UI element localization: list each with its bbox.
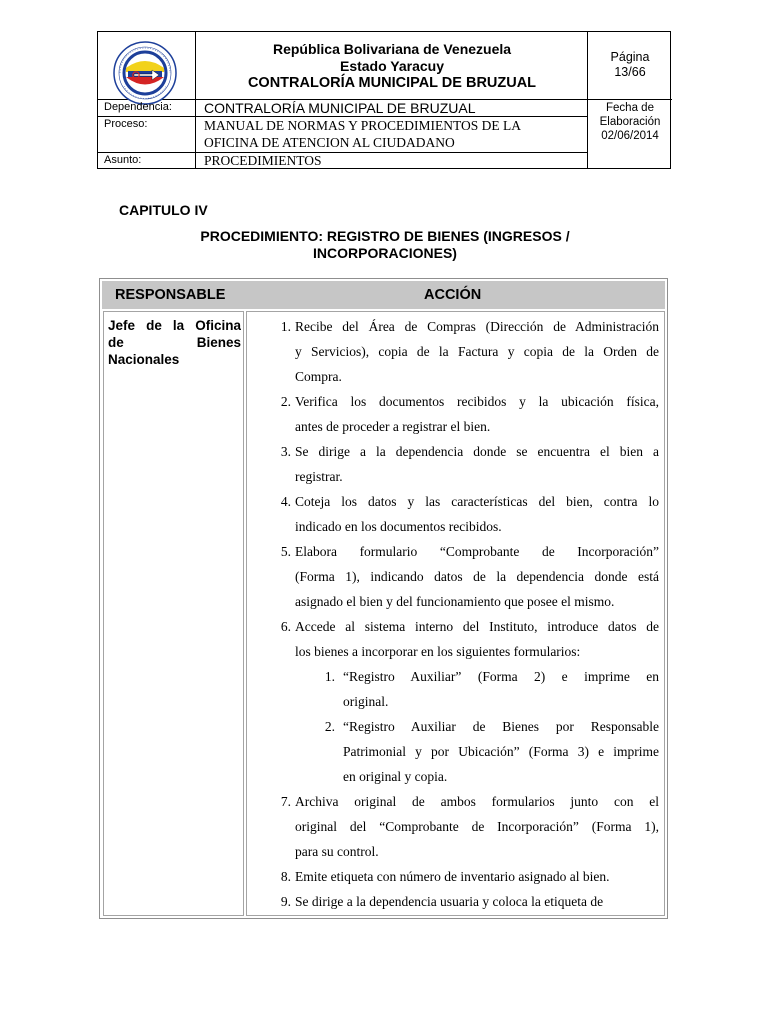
responsable-cell [103, 311, 244, 916]
action-text [295, 789, 659, 864]
header-divider [98, 152, 587, 153]
action-text [343, 664, 659, 714]
column-header-accion: ACCIÓN [424, 287, 482, 303]
action-text-line: Patrimonial y por Ubicación” (Forma 3) e imprime [343, 744, 659, 759]
action-number: 8. [280, 869, 291, 884]
action-text-line: en original y copia. [343, 769, 448, 784]
action-text [295, 439, 659, 489]
action-text [295, 864, 659, 889]
action-text-line: (Forma 1), indicando datos de la dependencia donde está [295, 569, 659, 584]
action-text-line: registrar. [295, 469, 343, 484]
action-text-line: indicado en los documentos recibidos. [295, 519, 502, 534]
action-number: 1. [324, 669, 335, 684]
action-text-line: “Registro Auxiliar de Bienes por Responsable [343, 719, 659, 734]
proceso-value-line1: MANUAL DE NORMAS Y PROCEDIMIENTOS DE LA [204, 118, 522, 133]
action-text-line: Se dirige a la dependencia usuaria y coloca la etiqueta de [295, 894, 604, 909]
action-number: 6. [280, 619, 291, 634]
action-text-line: Se dirige a la dependencia donde se encuentra el bien a [295, 444, 659, 459]
action-text-line: antes de proceder a registrar el bien. [295, 419, 491, 434]
fecha-label-line2: Elaboración [599, 116, 661, 128]
action-number: 3. [280, 444, 291, 459]
action-text [295, 314, 659, 389]
action-text-line: Compra. [295, 369, 342, 384]
document-header [97, 31, 671, 169]
responsable-line: Jefe de la Oficina [108, 318, 241, 333]
column-header-responsable: RESPONSABLE [115, 287, 226, 303]
action-number: 2. [280, 394, 291, 409]
action-text-line: y Servicios), copia de la Factura y copia de la Orden de [295, 344, 659, 359]
table-header-row [102, 281, 665, 309]
action-number: 4. [280, 494, 291, 509]
action-text-line: para su control. [295, 844, 379, 859]
procedure-title-line2: INCORPORACIONES) [313, 245, 457, 261]
asunto-label: Asunto: [104, 154, 142, 166]
responsable-line: de Bienes [108, 335, 241, 350]
action-text-line: los bienes a incorporar en los siguientes formularios: [295, 644, 581, 659]
action-text-line: original. [343, 694, 389, 709]
action-text-line: Accede al sistema interno del Instituto, introduce datos de [295, 619, 659, 634]
action-number: 9. [280, 894, 291, 909]
action-number: 7. [280, 794, 291, 809]
action-text-line: Coteja los datos y las características del bien, contra lo [295, 494, 659, 509]
action-text [295, 489, 659, 539]
action-text [295, 389, 659, 439]
action-number: 2. [324, 719, 335, 734]
responsable-line: Nacionales [108, 352, 180, 367]
action-text [295, 614, 659, 664]
header-divider [587, 99, 672, 100]
fecha-label-line1: Fecha de [606, 102, 654, 114]
org-title-line2: Estado Yaracuy [339, 58, 445, 74]
action-text-line: “Registro Auxiliar” (Forma 2) e imprime en [343, 669, 659, 684]
proceso-value-line2: OFICINA DE ATENCION AL CIUDADANO [204, 135, 455, 150]
org-title-line1: República Bolivariana de Venezuela [272, 41, 512, 57]
chapter-title: CAPITULO IV [119, 202, 208, 218]
action-number: 1. [280, 319, 291, 334]
procedure-title-line1: PROCEDIMIENTO: REGISTRO DE BIENES (INGRESOS / [200, 228, 570, 244]
action-text [343, 714, 659, 789]
accion-cell [246, 311, 665, 916]
dependencia-value: CONTRALORÍA MUNICIPAL DE BRUZUAL [204, 100, 476, 116]
page-number: 13/66 [614, 65, 646, 79]
proceso-label: Proceso: [104, 118, 148, 130]
action-text-line: Recibe del Área de Compras (Dirección de Administración [295, 319, 659, 334]
procedure-table [99, 278, 668, 919]
fecha-value: 02/06/2014 [601, 130, 659, 142]
action-number: 5. [280, 544, 291, 559]
action-text-line: original del “Comprobante de Incorporación” (Forma 1), [295, 819, 659, 834]
page-label: Página [610, 50, 650, 64]
header-divider [98, 116, 587, 117]
action-text-line: Archiva original de ambos formularios junto con el [295, 794, 659, 809]
responsable-text [108, 317, 241, 368]
action-text-line: Elabora formulario “Comprobante de Incorporación” [295, 544, 659, 559]
org-title-line3: CONTRALORÍA MUNICIPAL DE BRUZUAL [247, 75, 537, 91]
action-text [295, 539, 659, 614]
asunto-value: PROCEDIMIENTOS [204, 153, 322, 168]
action-text-line: Emite etiqueta con número de inventario asignado al bien. [295, 869, 610, 884]
action-text-line: Verifica los documentos recibidos y la ubicación física, [295, 394, 659, 409]
dependencia-label: Dependencia: [104, 101, 172, 113]
action-text-line: asignado el bien y del funcionamiento que posee el mismo. [295, 594, 615, 609]
contraloria-seal-logo [112, 40, 178, 106]
action-text [295, 889, 659, 914]
